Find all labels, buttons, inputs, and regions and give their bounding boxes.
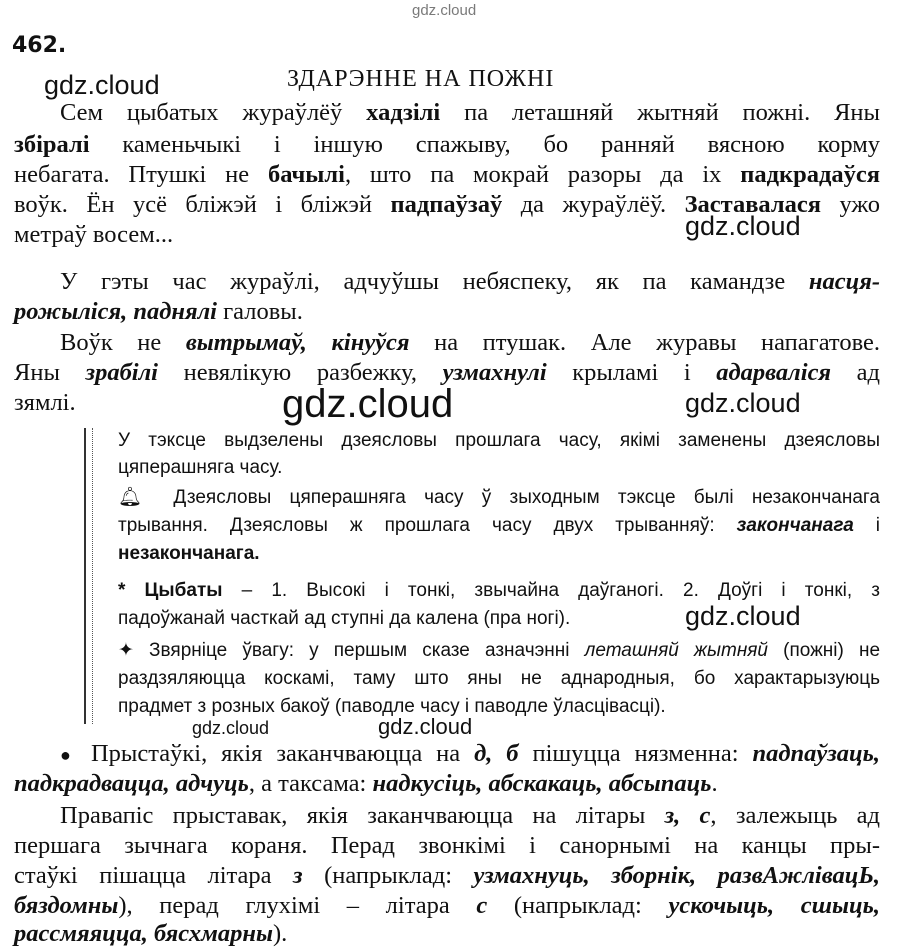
p1-line-5: метраў восем... xyxy=(14,221,174,248)
star-cross-icon: ✦ xyxy=(118,640,150,661)
rule2-line-4: бяздомны), перад глухімі – літара с (напрыклад: ускочыць, сшыць, xyxy=(14,892,881,919)
rule1-line-1: ● Прыстаўкі, якія заканчваюцца на д, б пішуцца нязменна: падпаўзаць, xyxy=(60,740,880,767)
p3-line-2: Яны зрабілі невялікую разбежку, узмахнулі крыламі і адарваліся ад xyxy=(14,359,880,386)
watermark: gdz.cloud xyxy=(685,601,801,631)
p3-line-1: Воўк не вытрымаў, кінуўся на птушак. Але журавы напагатове. xyxy=(60,329,880,356)
p2-line-2: рожыліся, паднялі галовы. xyxy=(14,298,303,325)
p1-line-2: збіралі каменьчыкі і іншую спажыву, бо ранняй вясною корму xyxy=(14,131,880,158)
p1-line-1: Сем цыбатых жураўлёў хадзілі па леташняй жытняй пожні. Яны xyxy=(60,99,880,126)
rule2-line-1: Правапіс прыставак, якія заканчваюцца на літары з, с, залежыць ад xyxy=(60,802,880,829)
p1-line-3: небагата. Птушкі не бачылі, што па мокрай разоры да іх падкрадаўся xyxy=(14,161,880,188)
asterisk-icon: * xyxy=(118,580,145,601)
bullet-icon: ● xyxy=(60,745,91,765)
text-title: ЗДАРЭННЕ НА ПОЖНІ xyxy=(287,66,555,92)
p3-line-3: зямлі. xyxy=(14,389,76,416)
rule1-line-2: падкрадвацца, адчуць, а таксама: надкусіць, абскакаць, абсыпаць. xyxy=(14,770,718,797)
watermark: gdz.cloud xyxy=(378,714,473,739)
watermark-top: gdz.cloud xyxy=(412,2,477,19)
box-line-7: падоўжанай часткай ад ступні да калена (пра ногі). xyxy=(118,608,571,629)
p2-line-1: У гэты час жураўлі, адчуўшы небяспеку, як па камандзе насця- xyxy=(60,268,880,295)
rule2-line-2: першага зычнага кораня. Перад звонкімі і санорнымі на канцы пры- xyxy=(14,832,880,859)
box-line-8: ✦ Звярніце ўвагу: у першым сказе азначэнні леташняй жытняй (пожні) не xyxy=(118,640,881,661)
info-box-border xyxy=(84,428,93,724)
rule2-line-5: рассмяяцца, бясхмарны). xyxy=(14,920,288,947)
box-line-3: 🔔︎ Дзеясловы цяперашняга часу ў зыходным тэксце былі незакончанага xyxy=(118,487,880,508)
watermark: gdz.cloud xyxy=(44,70,160,100)
box-line-4: трывання. Дзеясловы ж прошлага часу двух трыванняў: закончанага і xyxy=(118,515,881,536)
box-line-1: У тэксце выдзелены дзеясловы прошлага часу, якімі заменены дзеясловы xyxy=(118,430,880,451)
bell-icon: 🔔︎ xyxy=(118,487,174,508)
box-line-10: прадмет з розных бакоў (паводле часу і паводле ўласцівасці). xyxy=(118,696,666,717)
rule2-line-3: стаўкі пішацца літара з (напрыклад: узмахнуць, зборнік, развАжлівацЬ, xyxy=(14,862,881,889)
box-line-6: * Цыбаты – 1. Высокі і тонкі, звычайна даўганогі. 2. Доўгі і тонкі, з xyxy=(118,580,880,601)
p1-line-4: воўк. Ён усё бліжэй і бліжэй падпаўзаў да жураўлёў. Заставалася ужо xyxy=(14,191,880,218)
watermark-large: gdz.cloud xyxy=(282,382,454,426)
box-line-9: раздзяляюцца коскамі, таму што яны не аднародныя, бо характарызуюць xyxy=(118,668,880,689)
watermark: gdz.cloud xyxy=(192,718,270,738)
box-line-2: цяперашняга часу. xyxy=(118,457,283,478)
watermark: gdz.cloud xyxy=(685,388,801,418)
watermark: gdz.cloud xyxy=(685,211,801,241)
box-line-5: незакончанага. xyxy=(118,543,260,564)
exercise-number: 462. xyxy=(12,33,67,58)
